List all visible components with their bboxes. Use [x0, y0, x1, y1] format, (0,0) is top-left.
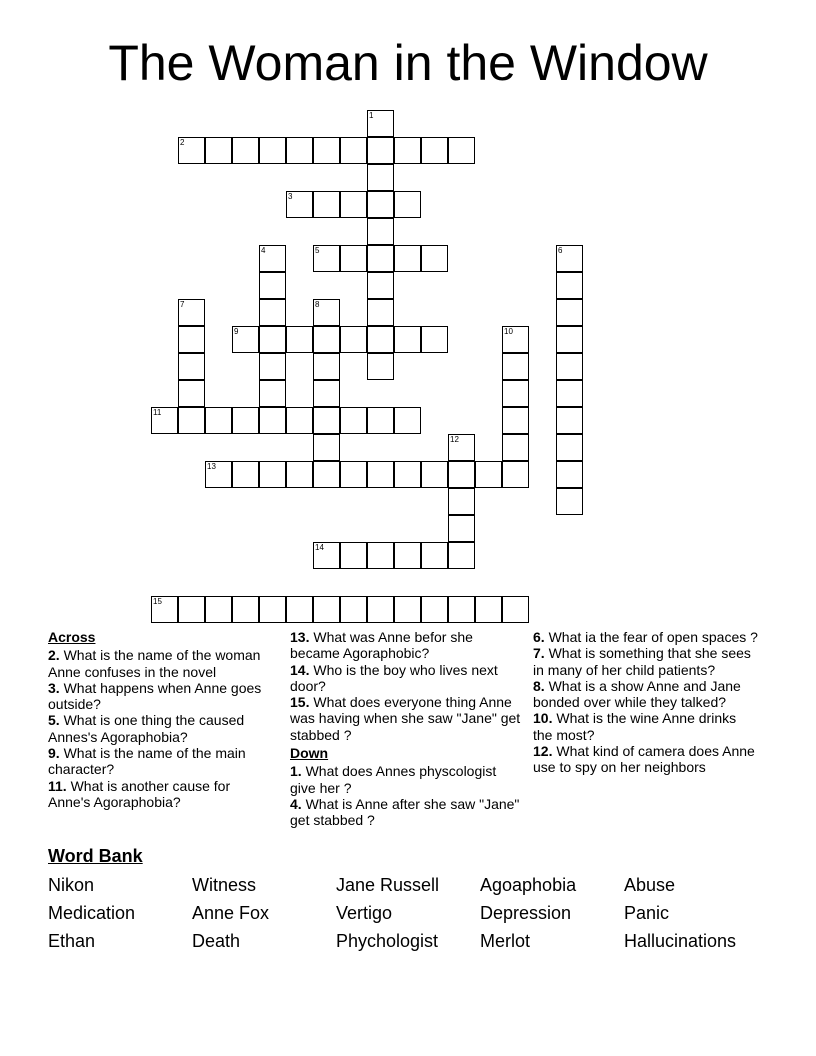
grid-clue-number: 8: [315, 300, 320, 309]
grid-cell[interactable]: [178, 407, 205, 434]
grid-cell[interactable]: [475, 596, 502, 623]
grid-cell[interactable]: [502, 407, 529, 434]
clue-across-15: 15. What does everyone thing Anne was having when she saw "Jane" get stabbed ?: [290, 694, 521, 743]
grid-cell[interactable]: [340, 596, 367, 623]
grid-cell[interactable]: [556, 353, 583, 380]
grid-cell[interactable]: [502, 596, 529, 623]
clues-column-2: [290, 629, 522, 829]
word-bank-item: Merlot: [480, 931, 531, 951]
grid-cell[interactable]: [394, 542, 421, 569]
grid-cell[interactable]: [367, 542, 394, 569]
grid-cell[interactable]: [313, 596, 340, 623]
grid-cell[interactable]: [556, 272, 583, 299]
grid-cell[interactable]: [340, 326, 367, 353]
clue-down-1: 1. What does Annes physcologist give her ?: [290, 763, 497, 796]
word-bank-item: Agoaphobia: [480, 875, 577, 895]
clue-down-7: 7. What is something that she sees in many of her child patients?: [533, 645, 751, 678]
grid-cell[interactable]: [367, 272, 394, 299]
word-bank-item: Hallucinations: [624, 931, 737, 951]
grid-cell[interactable]: [340, 542, 367, 569]
word-bank-item: Nikon: [48, 875, 95, 895]
grid-cell[interactable]: [367, 596, 394, 623]
grid-cell[interactable]: [448, 137, 475, 164]
grid-cell[interactable]: [232, 461, 259, 488]
grid-cell[interactable]: [421, 137, 448, 164]
grid-cell[interactable]: [394, 326, 421, 353]
grid-clue-number: 15: [153, 597, 162, 606]
clue-across-9: 9. What is the name of the main character?: [48, 745, 246, 778]
grid-cell[interactable]: [448, 488, 475, 515]
grid-cell[interactable]: [313, 191, 340, 218]
word-bank-item: Ethan: [48, 931, 96, 951]
clue-down-4: 4. What is Anne after she saw "Jane" get stabbed ?: [290, 795, 520, 829]
grid-cell[interactable]: [205, 407, 232, 434]
clue-across-11: 11. What is another cause for Anne's Agoraphobia?: [48, 777, 231, 810]
grid-cell[interactable]: [367, 245, 394, 272]
grid-cell[interactable]: [259, 326, 286, 353]
grid-cell[interactable]: [340, 137, 367, 164]
grid-cell[interactable]: [313, 353, 340, 380]
word-bank-item: Depression: [480, 903, 572, 923]
grid-cell[interactable]: [259, 272, 286, 299]
grid-cell[interactable]: [367, 164, 394, 191]
clue-down-10: 10. What is the wine Anne drinks the most?: [533, 710, 737, 743]
grid-cell[interactable]: [448, 596, 475, 623]
grid-cell[interactable]: [259, 407, 286, 434]
grid-cell[interactable]: [340, 461, 367, 488]
grid-cell[interactable]: [367, 191, 394, 218]
clue-across-14: 14. Who is the boy who lives next door?: [290, 661, 498, 694]
grid-cell[interactable]: [286, 596, 313, 623]
grid-cell[interactable]: [556, 299, 583, 326]
grid-clue-number: 11: [153, 408, 162, 417]
grid-cell[interactable]: [367, 353, 394, 380]
word-bank-item: Anne Fox: [192, 903, 270, 923]
grid-cell[interactable]: [394, 596, 421, 623]
clue-across-13: 13. What was Anne befor she became Agoraphobic?: [290, 629, 473, 662]
clue-down-12: 12. What kind of camera does Anne use to spy on her neighbors: [533, 743, 755, 776]
word-bank-item: Panic: [624, 903, 670, 923]
grid-cell[interactable]: [421, 542, 448, 569]
grid-cell[interactable]: [394, 137, 421, 164]
word-bank-title: Word Bank: [48, 846, 143, 866]
grid-cell[interactable]: [340, 407, 367, 434]
grid-cell[interactable]: [232, 137, 259, 164]
grid-cell[interactable]: [421, 461, 448, 488]
grid-cell[interactable]: [340, 191, 367, 218]
clue-down-6: 6. What ia the fear of open spaces ?: [533, 629, 758, 645]
grid-cell[interactable]: [178, 326, 205, 353]
grid-cell[interactable]: [367, 326, 394, 353]
grid-cell[interactable]: [178, 353, 205, 380]
clues-column-3: [533, 629, 758, 776]
grid-cell[interactable]: [313, 137, 340, 164]
grid-cell[interactable]: [556, 326, 583, 353]
grid-cell[interactable]: [367, 299, 394, 326]
word-bank-item: Medication: [48, 903, 136, 923]
grid-cell[interactable]: [259, 461, 286, 488]
word-bank-item: Abuse: [624, 875, 676, 895]
grid-clue-number: 3: [288, 192, 293, 201]
grid-cell[interactable]: [259, 596, 286, 623]
grid-cell[interactable]: [313, 380, 340, 407]
grid-clue-number: 14: [315, 543, 324, 552]
grid-cell[interactable]: [448, 542, 475, 569]
grid-cell[interactable]: [367, 218, 394, 245]
grid-cell[interactable]: [286, 407, 313, 434]
word-bank-item: Death: [192, 931, 241, 951]
grid-cell[interactable]: [259, 137, 286, 164]
grid-cell[interactable]: [313, 326, 340, 353]
grid-cell[interactable]: [232, 407, 259, 434]
grid-cell[interactable]: [475, 461, 502, 488]
word-bank-item: Vertigo: [336, 903, 393, 923]
across-heading: Across: [48, 629, 96, 645]
grid-cell[interactable]: [286, 461, 313, 488]
clue-across-5: 5. What is one thing the caused Annes's Agoraphobia?: [48, 712, 245, 745]
grid-cell[interactable]: [502, 353, 529, 380]
grid-cell[interactable]: [313, 461, 340, 488]
grid-clue-number: 13: [207, 462, 216, 471]
grid-cell[interactable]: [448, 515, 475, 542]
grid-clue-number: 9: [234, 327, 239, 336]
grid-clue-number: 5: [315, 246, 320, 255]
clue-across-3: 3. What happens when Anne goes outside?: [48, 679, 262, 713]
grid-cell[interactable]: [367, 137, 394, 164]
grid-cell[interactable]: [259, 380, 286, 407]
word-bank-item: Jane Russell: [336, 875, 440, 895]
grid-clue-number: 6: [558, 246, 563, 255]
grid-clue-number: 12: [450, 435, 459, 444]
page-title: The Woman in the Window: [108, 35, 708, 91]
grid-cell[interactable]: [205, 137, 232, 164]
grid-cell[interactable]: [340, 245, 367, 272]
grid-clue-number: 10: [504, 327, 513, 336]
grid-cell[interactable]: [259, 353, 286, 380]
grid-clue-number: 7: [180, 300, 185, 309]
grid-cell[interactable]: [313, 407, 340, 434]
grid-clue-number: 1: [369, 111, 374, 120]
grid-cell[interactable]: [421, 326, 448, 353]
grid-cell[interactable]: [313, 434, 340, 461]
grid-cell[interactable]: [286, 137, 313, 164]
grid-cell[interactable]: [232, 596, 259, 623]
grid-cell[interactable]: [556, 488, 583, 515]
clue-down-8: 8. What is a show Anne and Jane bonded over while they talked?: [533, 677, 741, 711]
grid-cell[interactable]: [421, 245, 448, 272]
clues-column-1: [48, 629, 273, 810]
grid-clue-number: 2: [180, 138, 185, 147]
grid-cell[interactable]: [556, 461, 583, 488]
word-bank-item: Witness: [192, 875, 257, 895]
grid-cell[interactable]: [367, 461, 394, 488]
grid-cell[interactable]: [286, 326, 313, 353]
grid-cell[interactable]: [394, 461, 421, 488]
grid-cell[interactable]: [421, 596, 448, 623]
grid-cell[interactable]: [394, 407, 421, 434]
down-heading: Down: [290, 745, 329, 762]
grid-cell[interactable]: [394, 245, 421, 272]
grid-clue-number: 4: [261, 246, 266, 255]
grid-cell[interactable]: [556, 434, 583, 461]
grid-cell[interactable]: [502, 461, 529, 488]
grid-cell[interactable]: [556, 407, 583, 434]
grid-cell[interactable]: [205, 596, 232, 623]
grid-cell[interactable]: [502, 434, 529, 461]
word-bank-item: Phychologist: [336, 931, 439, 951]
grid-cell[interactable]: [556, 380, 583, 407]
grid-cell[interactable]: [178, 596, 205, 623]
grid-cell[interactable]: [178, 380, 205, 407]
grid-cell[interactable]: [259, 299, 286, 326]
clue-across-2: 2. What is the name of the woman Anne confuses in the novel: [48, 647, 261, 680]
grid-cell[interactable]: [367, 407, 394, 434]
grid-cell[interactable]: [502, 380, 529, 407]
grid-cell[interactable]: [448, 461, 475, 488]
grid-cell[interactable]: [394, 191, 421, 218]
